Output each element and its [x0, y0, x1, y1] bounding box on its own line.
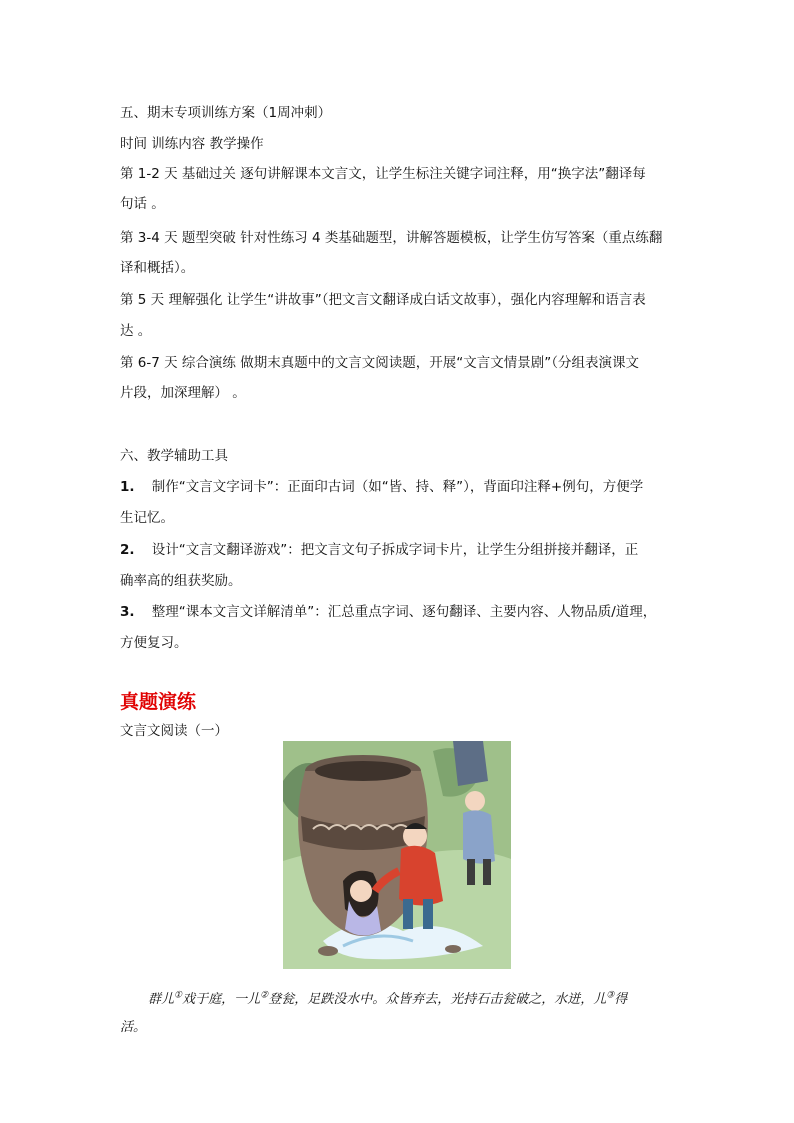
plan-row-1-line1: 第 1-2 天 基础过关 逐句讲解课本文言文，让学生标注关键字词注释，用“换字法”翻译每 [120, 166, 646, 182]
reading-subheading: 文言文阅读（一） [120, 723, 228, 739]
section6-title: 六、教学辅助工具 [120, 448, 228, 464]
tool-item-3-number: 3. [120, 604, 135, 620]
classical-passage-line2: 活。 [120, 1020, 147, 1035]
tool-item-2-text: 设计“文言文翻译游戏”：把文言文句子拆成字词卡片，让学生分组拼接并翻译，正 [151, 542, 639, 558]
plan-row-2-line2: 译和概括）。 [120, 260, 195, 276]
plan-row-3-line2: 达 。 [120, 323, 152, 339]
footnote-marker-1: ① [174, 990, 183, 1001]
classical-passage-line1 [148, 990, 718, 1010]
tool-item-3-text: 整理“课本文言文详解清单”：汇总重点字词、逐句翻译、主要内容、人物品质/道理， [151, 604, 657, 620]
plan-row-4-line1: 第 6-7 天 综合演练 做期末真题中的文言文阅读题，开展“文言文情景剧”（分组表演课文 [120, 355, 639, 371]
tool-item-1-line2: 生记忆。 [120, 510, 174, 526]
passage-segment-a: 群儿 [148, 992, 175, 1007]
tool-item-3-line2: 方便复习。 [120, 635, 188, 651]
tool-item-2-line2: 确率高的组获奖励。 [120, 573, 242, 589]
footnote-marker-3: ③ [606, 990, 615, 1001]
tool-item-3-line1 [120, 602, 690, 622]
sima-guang-illustration-icon [283, 741, 511, 969]
plan-row-2-line1: 第 3-4 天 题型突破 针对性练习 4 类基础题型，讲解答题模板，让学生仿写答案（重点练翻 [120, 230, 663, 246]
passage-segment-b: 戏于庭，一儿 [182, 992, 261, 1007]
footnote-marker-2: ② [260, 990, 269, 1001]
tool-item-2-number: 2. [120, 542, 135, 558]
tool-item-1-text: 制作“文言文字词卡”：正面印古词（如“皆、持、释”），背面印注释+例句，方便学 [151, 479, 644, 495]
tool-item-2-line1 [120, 540, 690, 560]
section5-table-header: 时间 训练内容 教学操作 [120, 136, 264, 152]
section5-title: 五、期末专项训练方案（1周冲刺） [120, 105, 332, 121]
plan-row-1-line2: 句话 。 [120, 196, 165, 212]
tool-item-1-number: 1. [120, 479, 135, 495]
tool-item-1-line1 [120, 477, 690, 497]
plan-row-4-line2: 片段，加深理解） 。 [120, 385, 246, 401]
passage-segment-c: 登瓮，足跌没水中。众皆弃去，光持石击瓮破之，水迸，儿 [268, 992, 607, 1007]
passage-segment-d: 得 [614, 992, 628, 1007]
practice-heading: 真题演练 [120, 691, 197, 713]
plan-row-3-line1: 第 5 天 理解强化 让学生“讲故事”（把文言文翻译成白话文故事），强化内容理解和语言表 [120, 292, 646, 308]
